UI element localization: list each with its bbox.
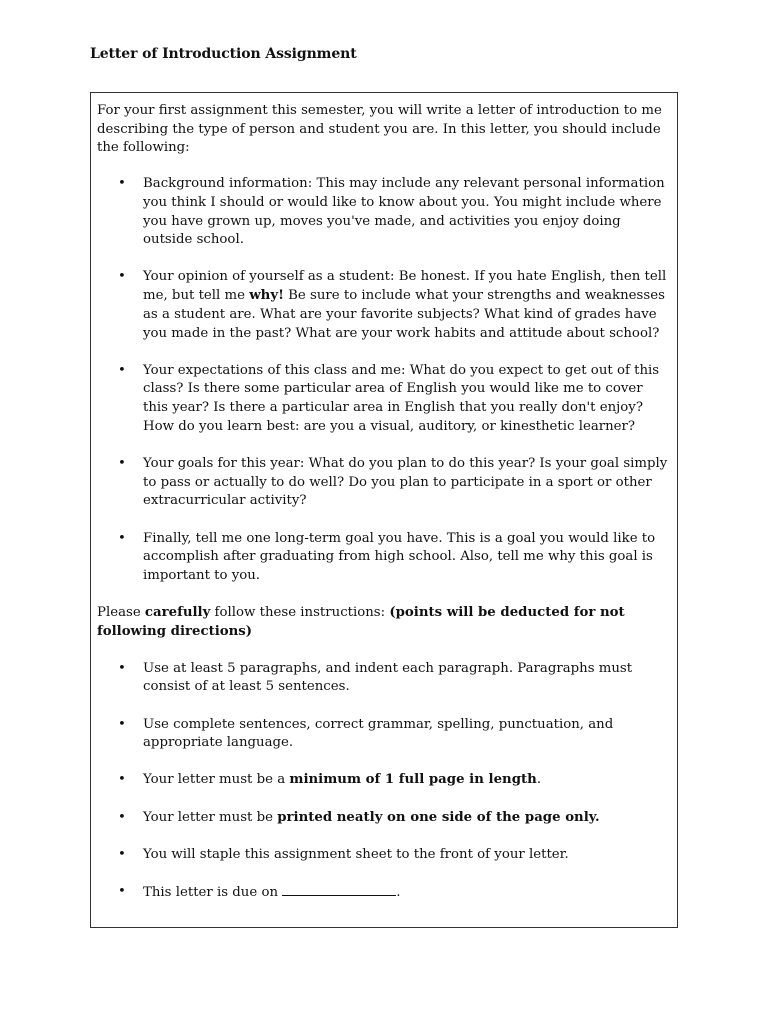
instructions-warning: (points will be deducted for not following directions) [97, 605, 625, 639]
topics-list [97, 175, 671, 586]
bullet-icon: • [118, 809, 126, 825]
list-item [97, 455, 671, 511]
rule-staple: You will staple this assignment sheet to the front of your letter. [143, 846, 569, 862]
assignment-box [90, 92, 678, 928]
topic-goals: Your goals for this year: What do you plan to do this year? Is your goal simply to pass or actually to do well? Do you plan to participate in a sport or other extracurricular activity? [143, 456, 668, 509]
list-item [97, 175, 671, 250]
bullet-icon: • [118, 362, 126, 378]
rule-length-emphasis: minimum of 1 full page in length [289, 772, 537, 788]
instructions-lead: Please [97, 605, 145, 621]
document-title: Letter of Introduction Assignment [90, 46, 357, 62]
list-item [97, 716, 671, 753]
bullet-icon: • [118, 456, 126, 472]
list-item [97, 660, 671, 697]
bullet-icon: • [118, 660, 126, 676]
instructions-mid: follow these instructions: [210, 605, 390, 621]
bullet-icon: • [118, 772, 126, 788]
bullet-icon: • [118, 269, 126, 285]
instructions-careful: carefully [144, 605, 211, 621]
rule-grammar: Use complete sentences, correct grammar, spelling, punctuation, and appropriate language. [143, 716, 614, 751]
rule-paragraphs: Use at least 5 paragraphs, and indent each paragraph. Paragraphs must consist of at least 5 sentences. [143, 660, 633, 695]
bullet-icon: • [118, 530, 126, 546]
rules-list [97, 660, 671, 903]
list-item [97, 268, 671, 343]
bullet-icon: • [118, 176, 126, 192]
intro-paragraph: For your first assignment this semester, you will write a letter of introduction to me describing the type of person and student you are. In this letter, you should include the following: [97, 103, 662, 156]
list-item [97, 809, 671, 828]
topic-background: Background information: This may include any relevant personal information you think I should or would like to know about you. You might include where you have grown up, moves you've made, and activities you enjoy doing outside school. [143, 176, 665, 248]
rule-printed-emphasis: printed neatly on one side of the page only. [277, 809, 600, 825]
list-item [97, 846, 671, 865]
rule-due-before: This letter is due on [143, 885, 283, 901]
due-date-blank[interactable] [282, 883, 396, 896]
rule-printed-before: Your letter must be [143, 809, 278, 825]
rule-length-after: . [536, 772, 542, 788]
topic-opinion-emphasis: why! [249, 288, 284, 304]
rule-due-after: . [396, 885, 401, 901]
topic-opinion-before: Your opinion of yourself as a student: Be honest. If you hate English, then tell me, but tell me [143, 269, 667, 304]
topic-expectations: Your expectations of this class and me: What do you expect to get out of this class? Is there some particular area of English you would like me to cover this year? Is there a particular area in English that you really don't enjoy? How do you learn best: are you a visual, auditory, or kinesthetic learner? [143, 362, 660, 434]
bullet-icon: • [118, 884, 126, 900]
bullet-icon: • [118, 716, 126, 732]
instructions-paragraph [97, 604, 671, 641]
list-item [97, 883, 671, 903]
topic-long-term-goal: Finally, tell me one long-term goal you have. This is a goal you would like to accomplish after graduating from high school. Also, tell me why this goal is important to you. [143, 530, 656, 584]
list-item [97, 362, 671, 437]
list-item [97, 771, 671, 790]
rule-length-before: Your letter must be a [143, 772, 290, 788]
topic-opinion-after: Be sure to include what your strengths and weaknesses as a student are. What are your favorite subjects? What kind of grades have you made in the past? What are your work habits and attitude about school? [143, 288, 665, 341]
list-item [97, 530, 671, 586]
bullet-icon: • [118, 846, 126, 862]
